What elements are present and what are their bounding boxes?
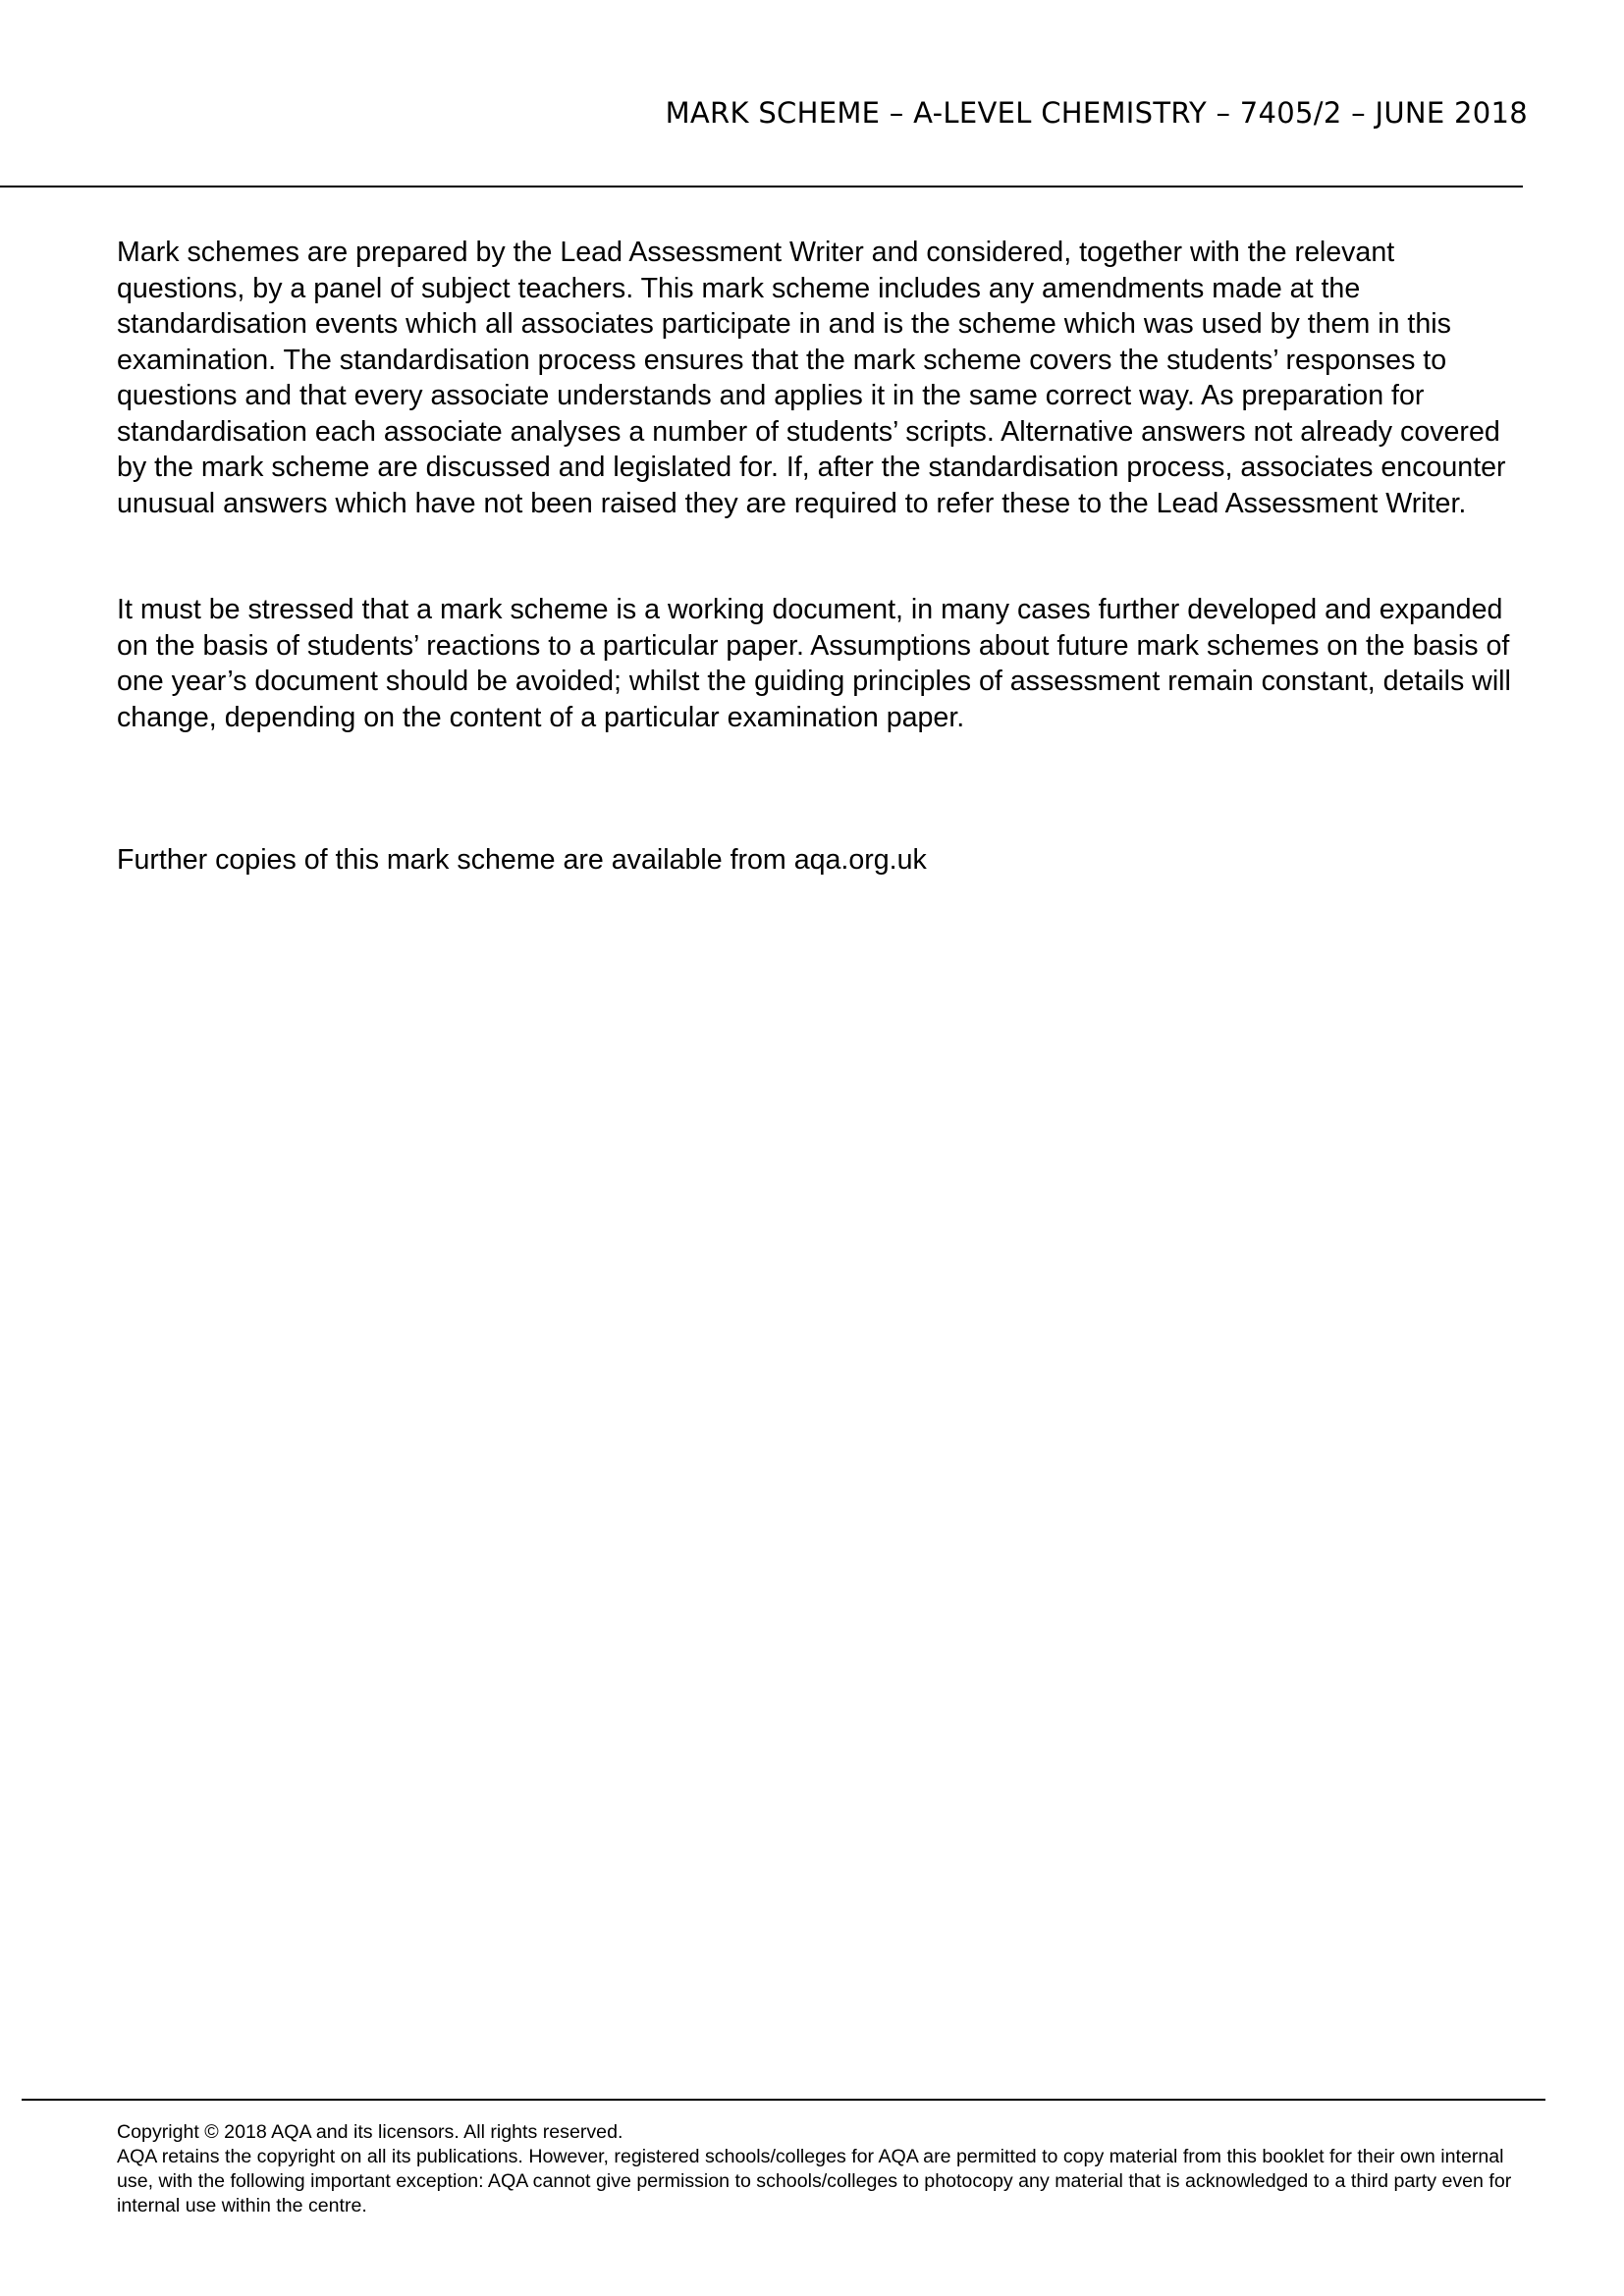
footer-divider — [22, 2099, 1545, 2101]
header-divider — [0, 186, 1523, 187]
further-copies-paragraph: Further copies of this mark scheme are available from aqa.org.uk — [117, 844, 927, 876]
working-document-paragraph: It must be stressed that a mark scheme is a working document, in many cases further developed and expanded on the basis of students’ reactions to a particular paper. Assumptions about future mark schemes on the basis of one year’s document should be avoided; whilst the guiding principles of assessment remain constant, details will change, depending on the content of a particular examination paper. — [117, 594, 1511, 733]
page-header-title: MARK SCHEME – A-LEVEL CHEMISTRY – 7405/2 – JUNE 2018 — [665, 96, 1528, 130]
mark-scheme-intro-paragraph: Mark schemes are prepared by the Lead Assessment Writer and considered, together with the relevant questions, by a panel of subject teachers. This mark scheme includes any amendments made at the standardisation events which all associates participate in and is the scheme which was used by them in this examination. The standardisation process ensures that the mark scheme covers the students’ responses to questions and that every associate understands and applies it in the same correct way. As preparation for standardisation each associate analyses a number of students’ scripts. Alternative answers not already covered by the mark scheme are discussed and legislated for. If, after the standardisation process, associates encounter unusual answers which have not been raised they are required to refer these to the Lead Assessment Writer. — [117, 237, 1506, 519]
footer-copyright-notice: AQA retains the copyright on all its publications. However, registered schools/colleges for AQA are permitted to copy material from this booklet for their own internal use, with the following important exception: AQA cannot give permission to schools/colleges to photocopy any material that is acknowledged to a third party even for internal use within the centre. — [117, 2146, 1512, 2216]
footer-copyright: Copyright © 2018 AQA and its licensors. All rights reserved. — [117, 2121, 623, 2143]
